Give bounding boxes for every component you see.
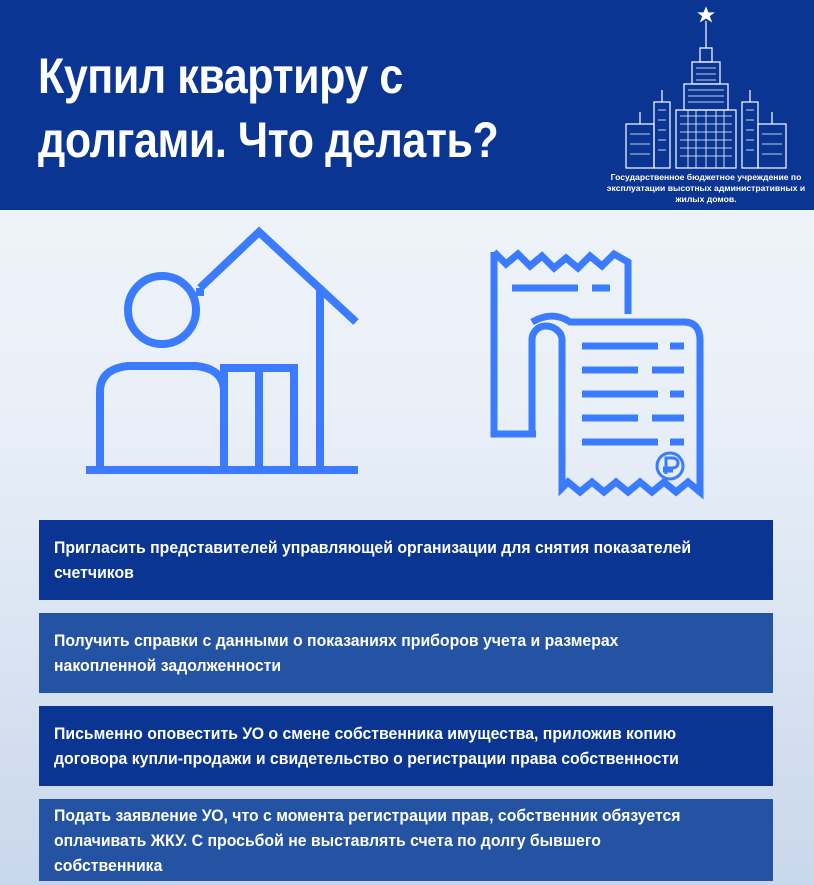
- header-banner: [0, 0, 814, 210]
- step-1-text: Пригласить представителей управляющей организации для снятия показателей счетчиков: [54, 538, 692, 582]
- step-3-text: Письменно оповестить УО о смене собственника имущества, приложив копию договора купли-продажи и свидетельство о регистрации права собственности: [54, 724, 679, 768]
- step-4-text: Подать заявление УО, что с момента регистрации прав, собственник обязуется оплачивать ЖКУ. С просьбой не выставлять счета по долгу бывшего собственника: [54, 805, 681, 875]
- step-3-box: [39, 706, 773, 786]
- step-2-box: [39, 613, 773, 693]
- step-1-box: [39, 520, 773, 600]
- receipt-ruble-icon: [488, 244, 708, 504]
- step-4-box: [39, 799, 773, 881]
- house-person-icon: [84, 226, 360, 476]
- skyscraper-logo-icon: [616, 6, 796, 172]
- organization-logo: [598, 4, 814, 210]
- step-2-text: Получить справки с данными о показаниях приборов учета и размерах накопленной задолженности: [54, 631, 619, 675]
- logo-caption: Государственное бюджетное учреждение по эксплуатации высотных административных и жилых домов.: [606, 172, 806, 204]
- page-title: Купил квартиру с долгами. Что делать?: [38, 48, 499, 168]
